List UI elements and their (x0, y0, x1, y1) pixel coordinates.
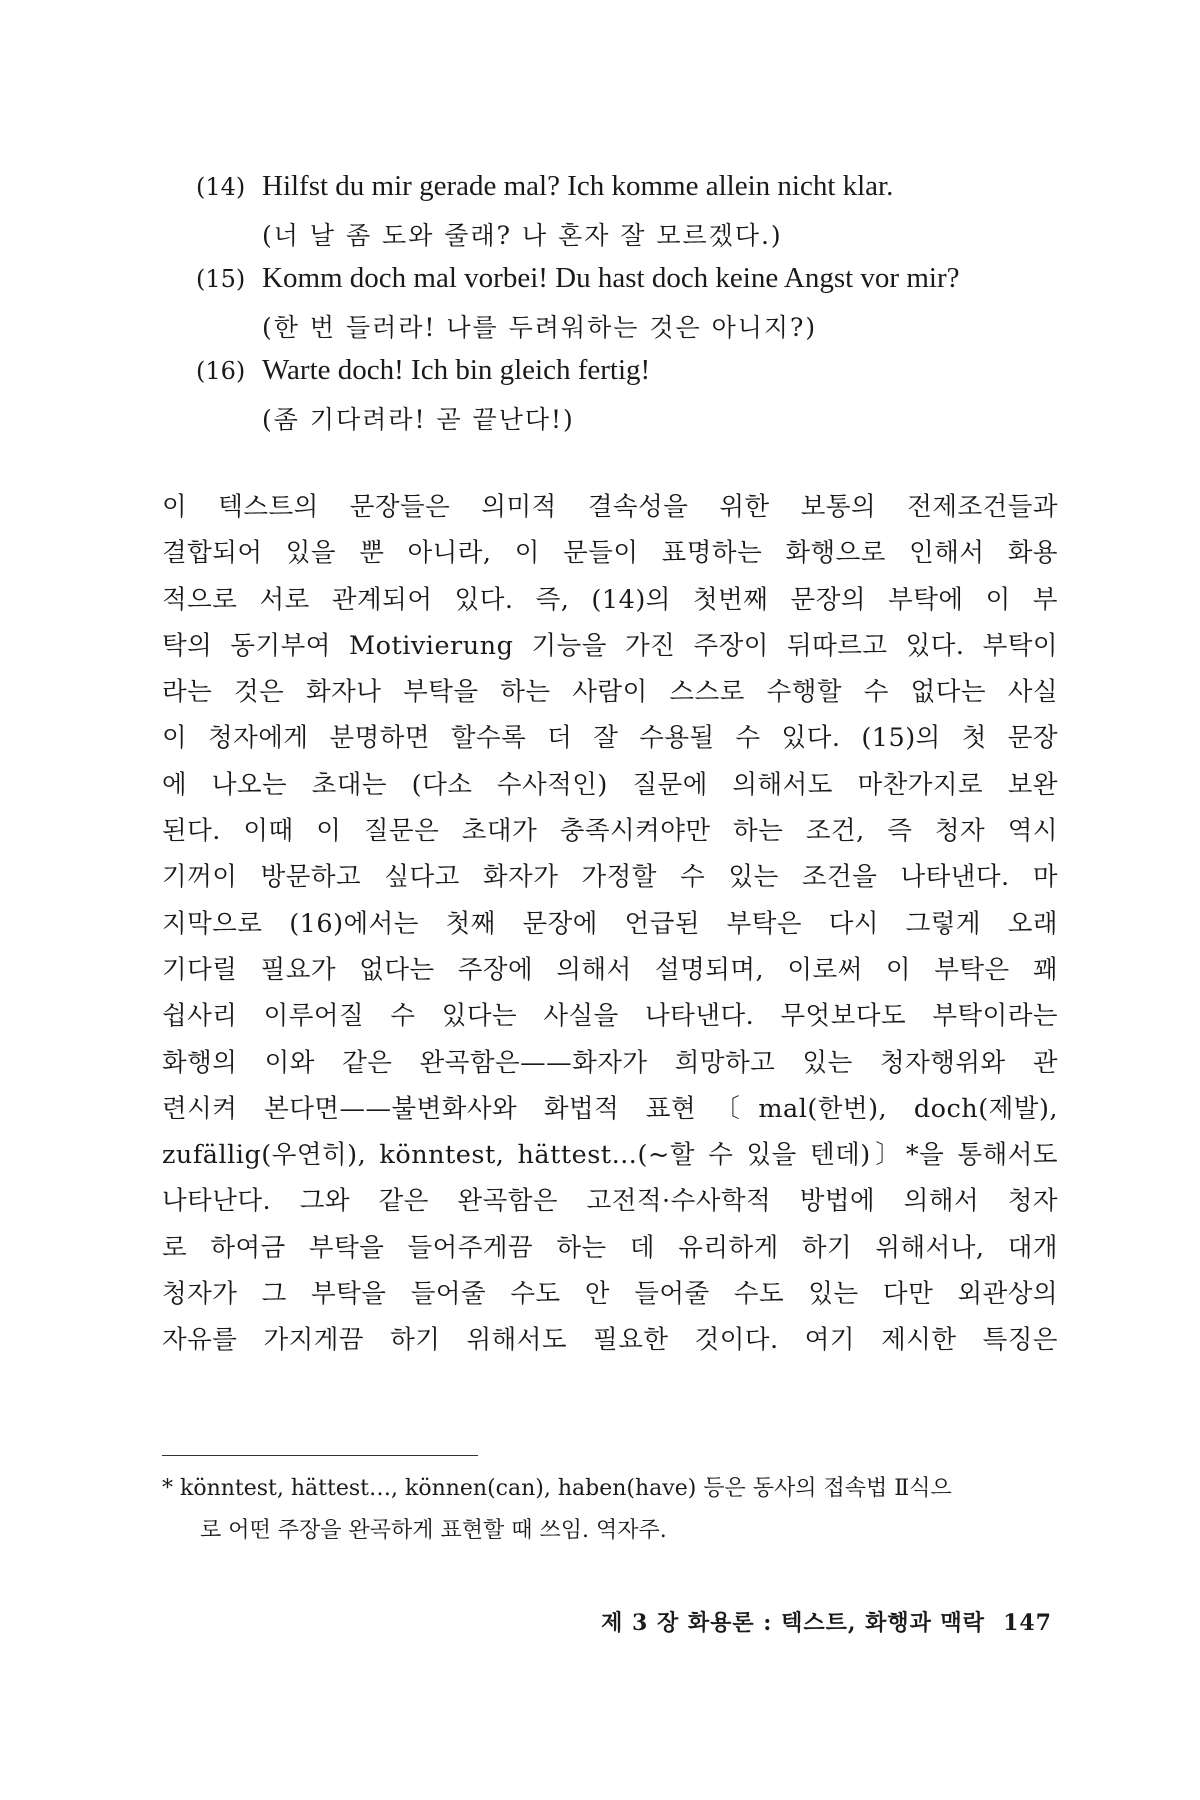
page-number: 147 (1003, 1610, 1052, 1636)
footnote (162, 1468, 1058, 1552)
body-line: 탁의 동기부여 Motivierung 기능을 가진 주장이 뒤따르고 있다. 부탁이 (162, 630, 1058, 661)
body-line: 이 텍스트의 문장들은 의미적 결속성을 위한 보통의 전제조건들과 (162, 492, 1058, 522)
example-16-german (196, 354, 1056, 400)
body-line: 적으로 서로 관계되어 있다. 즉, (14)의 첫번째 문장의 부탁에 이 부 (162, 584, 1058, 615)
body-line: 결합되어 있을 뿐 아니라, 이 문들이 표명하는 화행으로 인해서 화용 (162, 538, 1058, 569)
example-14-german (196, 170, 1056, 216)
example-16-korean (196, 400, 1056, 446)
body-line: 자유를 가지게끔 하기 위해서도 필요한 것이다. 여기 제시한 특징은 (162, 1325, 1058, 1356)
footnote-rule (162, 1455, 478, 1456)
body-line: 기다릴 필요가 없다는 주장에 의해서 설명되며, 이로써 이 부탁은 꽤 (162, 954, 1058, 985)
body-paragraph (162, 484, 1058, 1364)
body-line: 련시켜 본다면——불변화사와 화법적 표현〔mal(한번), doch(제발), (162, 1093, 1058, 1124)
body-line: 화행의 이와 같은 완곡함은——화자가 희망하고 있는 청자행위와 관 (162, 1047, 1058, 1078)
example-german-text: Komm doch mal vorbei! Du hast doch keine Angst vor mir? (262, 262, 960, 294)
example-korean-text: (너 날 좀 도와 줄래? 나 혼자 잘 모르겠다.) (262, 221, 783, 250)
chapter-title: 제 3 장 화용론 : 텍스트, 화행과 맥락 (601, 1610, 986, 1636)
example-german-text: Hilfst du mir gerade mal? Ich komme allein nicht klar. (262, 170, 894, 202)
example-14-korean (196, 216, 1056, 262)
body-line: 쉽사리 이루어질 수 있다는 사실을 나타낸다. 무엇보다도 부탁이라는 (162, 1001, 1058, 1032)
example-number: (14) (196, 173, 246, 201)
body-line: 이 청자에게 분명하면 할수록 더 잘 수용될 수 있다. (15)의 첫 문장 (162, 723, 1058, 754)
body-line: 기꺼이 방문하고 싶다고 화자가 가정할 수 있는 조건을 나타낸다. 마 (162, 862, 1058, 893)
example-german-text: Warte doch! Ich bin gleich fertig! (262, 354, 651, 386)
body-line: 지막으로 (16)에서는 첫째 문장에 언급된 부탁은 다시 그렇게 오래 (162, 908, 1058, 939)
example-list (196, 170, 1056, 446)
body-line: zufällig(우연히), könntest, hättest…(~할 수 있을 텐데)〕*을 통해서도 (162, 1140, 1058, 1171)
example-korean-text: (한 번 들러라! 나를 두려워하는 것은 아니지?) (262, 313, 818, 342)
example-15-korean (196, 308, 1056, 354)
body-line: 된다. 이때 이 질문은 초대가 충족시켜야만 하는 조건, 즉 청자 역시 (162, 816, 1058, 847)
example-korean-text: (좀 기다려라! 곧 끝난다!) (262, 405, 575, 434)
body-line: 로 하여금 부탁을 들어주게끔 하는 데 유리하게 하기 위해서나, 대개 (162, 1232, 1058, 1263)
body-line: 나타난다. 그와 같은 완곡함은 고전적·수사학적 방법에 의해서 청자 (162, 1186, 1058, 1217)
footnote-line: 로 어떤 주장을 완곡하게 표현할 때 쓰임. 역자주. (200, 1518, 667, 1543)
example-number: (16) (196, 357, 246, 385)
example-number: (15) (196, 265, 246, 293)
body-line: 라는 것은 화자나 부탁을 하는 사람이 스스로 수행할 수 없다는 사실 (162, 677, 1058, 708)
example-15-german (196, 262, 1056, 308)
body-line: 에 나오는 초대는 (다소 수사적인) 질문에 의해서도 마찬가지로 보완 (162, 769, 1058, 800)
body-line: 청자가 그 부탁을 들어줄 수도 안 들어줄 수도 있는 다만 외관상의 (162, 1279, 1058, 1310)
footnote-line: * könntest, hättest…, können(can), haben(have) 등은 동사의 접속법 Ⅱ식으 (162, 1476, 952, 1501)
running-footer (601, 1606, 1052, 1637)
